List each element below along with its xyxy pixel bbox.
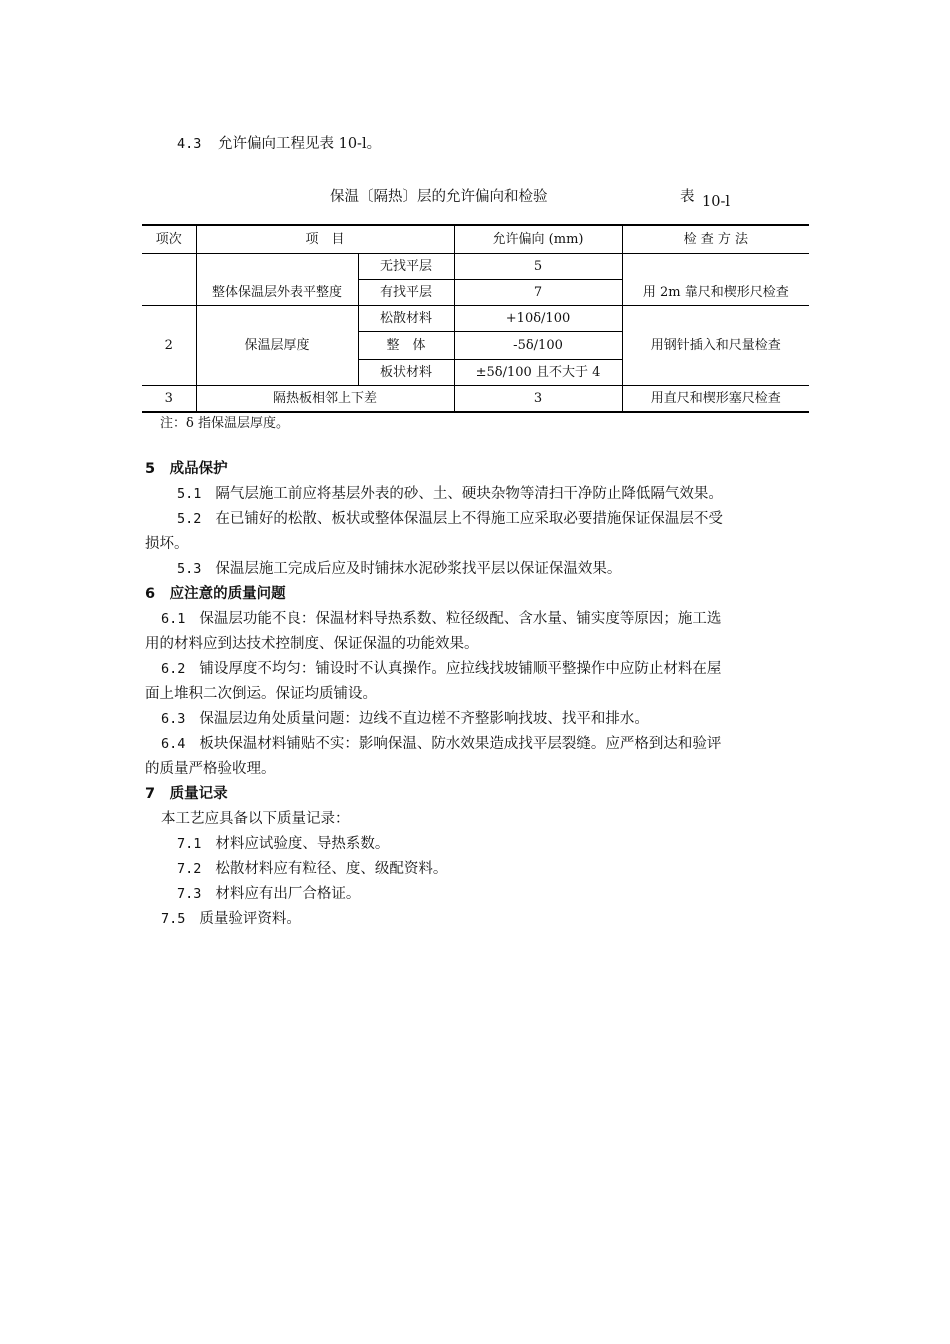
header-method: 检 查 方 法 (622, 225, 809, 254)
intro-paragraph (177, 132, 842, 157)
paragraph-text: 铺设厚度不均匀：铺设时不认真操作。应拉线找坡铺顺平整操作中应防止材料在屋 (199, 661, 722, 677)
table-row (142, 386, 809, 413)
cell-sub: 松散材料 (358, 306, 454, 332)
cell-value: 3 (454, 386, 622, 413)
paragraph-number: 7.5 (161, 911, 186, 927)
paragraph-text: 质量验评资料。 (199, 911, 301, 927)
section-5-heading: 5 成品保护 (145, 461, 228, 477)
paragraph-number: 7.2 (177, 861, 202, 877)
cell-item: 保温层厚度 (196, 306, 358, 386)
paragraph-text: 板块保温材料铺贴不实：影响保温、防水效果造成找平层裂缝。应严格到达和验评 (199, 736, 722, 752)
section-6-heading: 6 应注意的质量问题 (145, 586, 286, 602)
paragraph-text: 保温层功能不良：保温材料导热系数、粒径级配、含水量、铺实度等原因；施工选 (199, 611, 722, 627)
paragraph-number: 7.1 (177, 836, 202, 852)
paragraph-text: 保温层边角处质量问题：边线不直边槎不齐整影响找坡、找平和排水。 (199, 711, 649, 727)
tolerance-table (142, 224, 809, 413)
table-row (142, 306, 809, 332)
paragraph-text: 在已铺好的松散、板状或整体保温层上不得施工应采取必要措施保证保温层不受 (215, 511, 723, 527)
cell-value: 7 (454, 280, 622, 306)
section-7-heading: 7 质量记录 (145, 786, 228, 802)
paragraph-number: 5.3 (177, 561, 202, 577)
paragraph-5-2 (177, 507, 817, 532)
header-index: 项次 (142, 225, 196, 254)
paragraph-text: 松散材料应有粒径、度、级配资料。 (215, 861, 448, 877)
paragraph-text: 材料应有出厂合格证。 (215, 886, 361, 902)
cell-sub: 有找平层 (358, 280, 454, 306)
section-7-intro: 本工艺应具备以下质量记录： (161, 811, 350, 827)
cell-item: 整体保温层外表平整度 (196, 254, 358, 306)
table-row (142, 254, 809, 280)
paragraph-6-2 (161, 657, 826, 682)
paragraph-7-5 (161, 907, 826, 932)
cell-method: 用直尺和楔形塞尺检查 (622, 386, 809, 413)
paragraph-number: 6.2 (161, 661, 186, 677)
cell-sub: 整 体 (358, 332, 454, 360)
cell-sub: 板状材料 (358, 360, 454, 386)
intro-text: 允许偏向工程见表 10-l。 (218, 136, 382, 152)
cell-index: 3 (142, 386, 196, 413)
cell-sub: 无找平层 (358, 254, 454, 280)
paragraph-number: 7.3 (177, 886, 202, 902)
paragraph-number: 6.1 (161, 611, 186, 627)
paragraph-5-1 (177, 482, 842, 507)
cell-method: 用 2m 靠尺和楔形尺检查 (622, 254, 809, 306)
header-item: 项 目 (196, 225, 454, 254)
paragraph-5-2-cont: 损坏。 (145, 536, 189, 552)
paragraph-text: 隔气层施工前应将基层外表的砂、土、硬块杂物等清扫干净防止降低隔气效果。 (215, 486, 723, 502)
cell-item: 隔热板相邻上下差 (196, 386, 454, 413)
paragraph-6-4-cont: 的质量严格验收理。 (145, 761, 276, 777)
paragraph-6-3 (161, 707, 826, 732)
cell-value: -5δ/100 (454, 332, 622, 360)
table-label: 表 (680, 189, 695, 205)
paragraph-number: 6.3 (161, 711, 186, 727)
paragraph-6-4 (161, 732, 826, 757)
header-tolerance: 允许偏向 (mm) (454, 225, 622, 254)
cell-value: ±5δ/100 且不大于 4 (454, 360, 622, 386)
paragraph-text: 材料应试验度、导热系数。 (215, 836, 390, 852)
table-number: 10-l (702, 194, 730, 210)
paragraph-text: 保温层施工完成后应及时铺抹水泥砂浆找平层以保证保温效果。 (215, 561, 622, 577)
cell-value: 5 (454, 254, 622, 280)
cell-index (142, 254, 196, 306)
cell-method: 用钢针插入和尺量检查 (622, 306, 809, 386)
paragraph-6-1 (161, 607, 826, 632)
paragraph-6-2-cont: 面上堆积二次倒运。保证均质铺设。 (145, 686, 377, 702)
paragraph-7-1 (177, 832, 842, 857)
paragraph-number: 5.2 (177, 511, 202, 527)
paragraph-5-3 (177, 557, 842, 582)
table-note: 注：δ 指保温层厚度。 (160, 416, 289, 431)
intro-number: 4.3 (177, 136, 202, 152)
paragraph-number: 5.1 (177, 486, 202, 502)
paragraph-7-2 (177, 857, 842, 882)
paragraph-number: 6.4 (161, 736, 186, 752)
paragraph-6-1-cont: 用的材料应到达技术控制度、保证保温的功能效果。 (145, 636, 479, 652)
table-header-row (142, 225, 809, 254)
table-title: 保温〔隔热〕层的允许偏向和检验 (330, 189, 548, 205)
cell-value: +10δ/100 (454, 306, 622, 332)
cell-index: 2 (142, 306, 196, 386)
paragraph-7-3 (177, 882, 842, 907)
